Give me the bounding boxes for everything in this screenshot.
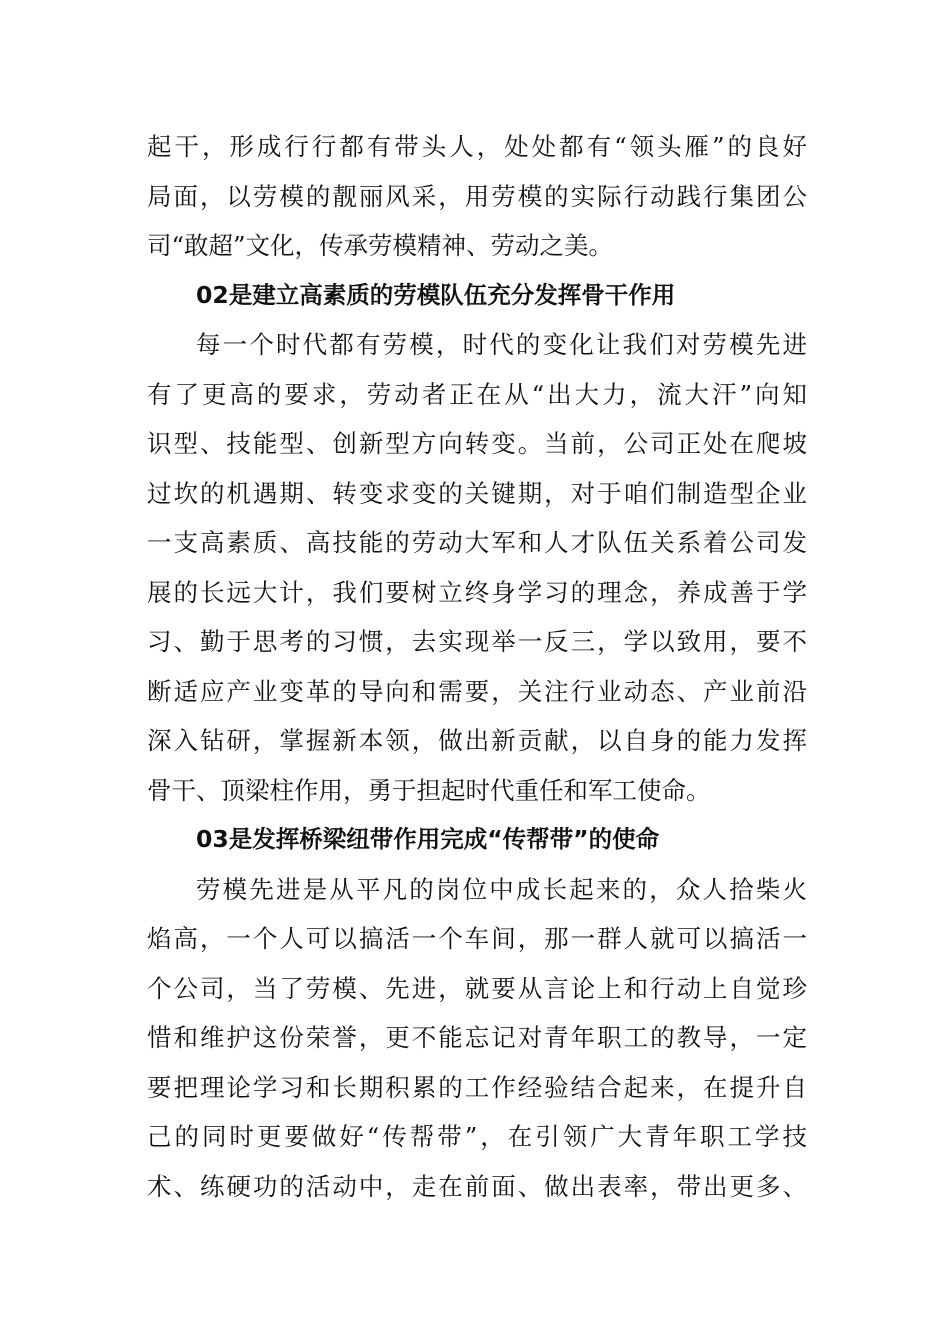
paragraph-line: 每一个时代都有劳模，时代的变化让我们对劳模先进 [196, 330, 807, 359]
paragraph-line: 骨干、顶梁柱作用，勇于担起时代重任和军工使命。 [147, 775, 711, 805]
paragraph-line: 深入钻研，掌握新本领，做出新贡献，以自身的能力发挥 [147, 726, 807, 755]
paragraph-line: 展的长远大计，我们要树立终身学习的理念，养成善于学 [147, 577, 807, 607]
paragraph-line: 起干，形成行行都有带头人，处处都有“领头雁”的良好 [147, 132, 807, 161]
body-text [147, 122, 807, 1211]
paragraph-line: 要把理论学习和长期积累的工作经验结合起来，在提升自 [147, 1072, 807, 1102]
paragraph-line: 己的同时更要做好“传帮带”，在引领广大青年职工学技 [147, 1122, 807, 1151]
paragraph-line: 个公司，当了劳模、先进，就要从言论上和行动上自觉珍 [147, 973, 807, 1003]
section-heading-02: 02是建立高素质的劳模队伍充分发挥骨干作用 [196, 280, 676, 309]
paragraph-line: 过坎的机遇期、转变求变的关键期，对于咱们制造型企业 [147, 478, 807, 508]
paragraph-line: 识型、技能型、创新型方向转变。当前，公司正处在爬坡 [147, 429, 807, 458]
paragraph-line: 术、练硬功的活动中，走在前面、做出表率，带出更多、 [147, 1171, 807, 1201]
paragraph-line: 局面，以劳模的靓丽风采，用劳模的实际行动践行集团公 [147, 181, 807, 211]
paragraph-line: 劳模先进是从平凡的岗位中成长起来的，众人拾柴火 [196, 874, 807, 904]
paragraph-line: 焰高，一个人可以搞活一个车间，那一群人就可以搞活一 [147, 924, 807, 953]
paragraph-line: 司“敢超”文化，传承劳模精神、劳动之美。 [147, 231, 614, 260]
section-heading-03: 03是发挥桥梁纽带作用完成“传帮带”的使命 [196, 825, 660, 853]
paragraph-line: 惜和维护这份荣誉，更不能忘记对青年职工的教导，一定 [147, 1023, 807, 1052]
paragraph-line: 习、勤于思考的习惯，去实现举一反三，学以致用，要不 [147, 627, 807, 656]
paragraph-line: 一支高素质、高技能的劳动大军和人才队伍关系着公司发 [147, 528, 807, 557]
paragraph-line: 断适应产业变革的导向和需要，关注行业动态、产业前沿 [147, 676, 807, 706]
paragraph-line: 有了更高的要求，劳动者正在从“出大力，流大汗”向知 [147, 379, 807, 409]
